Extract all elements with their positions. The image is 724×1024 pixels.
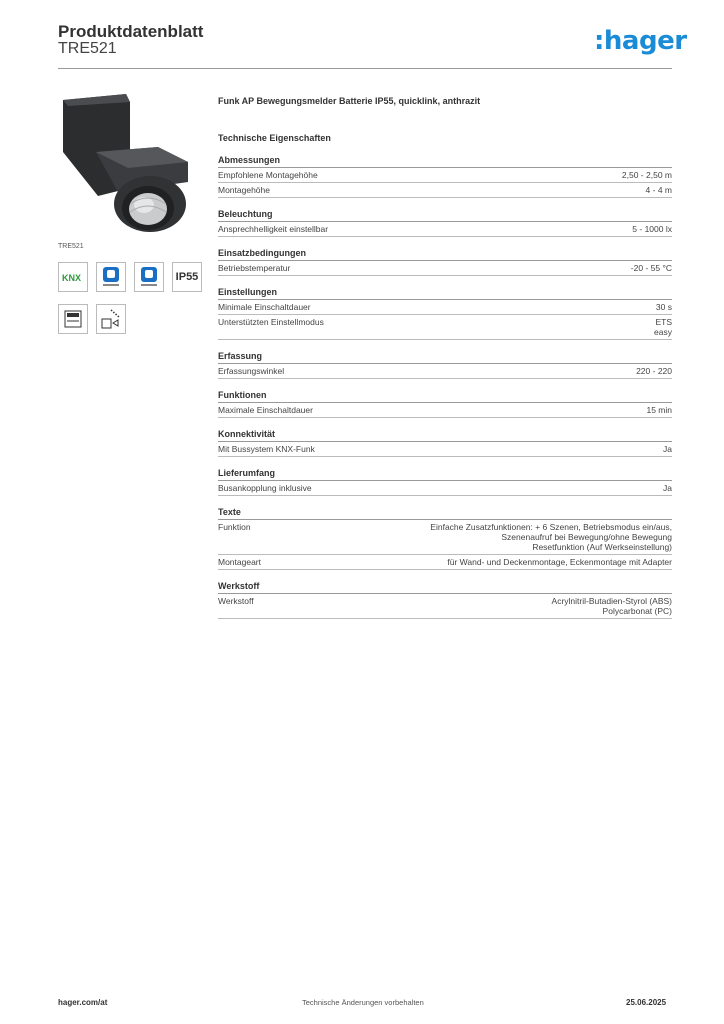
spec-section bbox=[218, 287, 672, 340]
hager-logo: :hager bbox=[594, 26, 687, 56]
spec-value-line: easy bbox=[654, 327, 672, 337]
spec-row bbox=[218, 520, 672, 555]
spec-value-line: Ja bbox=[663, 444, 672, 454]
section-title: Funktionen bbox=[218, 390, 672, 403]
quicklink-icon bbox=[134, 262, 164, 292]
spec-value-line: 2,50 - 2,50 m bbox=[621, 170, 672, 180]
spec-row bbox=[218, 442, 672, 457]
spec-row bbox=[218, 300, 672, 315]
section-title: Beleuchtung bbox=[218, 209, 672, 222]
spec-value bbox=[636, 366, 672, 376]
spec-row bbox=[218, 403, 672, 418]
quicklink-icon bbox=[96, 262, 126, 292]
spec-value-line: -20 - 55 °C bbox=[630, 263, 672, 273]
spec-label: Werkstoff bbox=[218, 596, 254, 606]
spec-value-line: Einfache Zusatzfunktionen: + 6 Szenen, Betriebsmodus ein/aus, bbox=[430, 522, 672, 532]
spec-label: Funktion bbox=[218, 522, 251, 532]
section-title: Konnektivität bbox=[218, 429, 672, 442]
spec-label: Mit Bussystem KNX-Funk bbox=[218, 444, 315, 454]
spec-row bbox=[218, 315, 672, 340]
spec-label: Montageart bbox=[218, 557, 261, 567]
spec-value-line: Szenenaufruf bei Bewegung/ohne Bewegung bbox=[501, 532, 672, 542]
spec-value-line: 15 min bbox=[646, 405, 672, 415]
section-title: Lieferumfang bbox=[218, 468, 672, 481]
product-code: TRE521 bbox=[58, 40, 117, 57]
footer-date: 25.06.2025 bbox=[626, 998, 667, 1007]
spec-value bbox=[663, 483, 672, 493]
spec-section bbox=[218, 155, 672, 198]
footer-website[interactable]: hager.com/at bbox=[58, 998, 108, 1007]
spec-row bbox=[218, 364, 672, 379]
page-title: Produktdatenblatt bbox=[58, 22, 204, 41]
spec-section bbox=[218, 209, 672, 237]
section-title: Erfassung bbox=[218, 351, 672, 364]
spec-value-line: Acrylnitril-Butadien-Styrol (ABS) bbox=[551, 596, 672, 606]
spec-value bbox=[631, 263, 672, 273]
spec-value-line: ETS bbox=[655, 317, 672, 327]
spec-label: Busankopplung inklusive bbox=[218, 483, 312, 493]
spec-section bbox=[218, 390, 672, 418]
spec-value-line: 4 - 4 m bbox=[645, 185, 672, 195]
spec-section bbox=[218, 351, 672, 379]
spec-value-line: 30 s bbox=[655, 302, 672, 312]
spec-value bbox=[552, 596, 672, 616]
spec-value-line: 5 - 1000 lx bbox=[632, 224, 672, 234]
spec-section bbox=[218, 581, 672, 619]
section-title: Einsatzbedingungen bbox=[218, 248, 672, 261]
spec-label: Unterstützten Einstellmodus bbox=[218, 317, 324, 327]
spec-value bbox=[430, 522, 672, 552]
product-photo bbox=[58, 92, 202, 236]
spec-label: Ansprechhelligkeit einstellbar bbox=[218, 224, 329, 234]
section-title: Einstellungen bbox=[218, 287, 672, 300]
spec-value-line: Polycarbonat (PC) bbox=[602, 606, 672, 616]
header-divider bbox=[58, 68, 672, 69]
spec-value-line: Ja bbox=[663, 483, 672, 493]
spec-value bbox=[656, 302, 672, 312]
spec-label: Minimale Einschaltdauer bbox=[218, 302, 311, 312]
ip-rating-label: IP55 bbox=[175, 271, 199, 283]
spec-value bbox=[646, 185, 672, 195]
spec-value bbox=[632, 224, 672, 234]
battery-setting-icon bbox=[96, 304, 126, 334]
spec-section bbox=[218, 468, 672, 496]
spec-sections bbox=[218, 155, 672, 619]
spec-value bbox=[654, 317, 672, 337]
range-icon bbox=[58, 304, 88, 334]
spec-content bbox=[218, 96, 672, 619]
section-title: Abmessungen bbox=[218, 155, 672, 168]
spec-value-line: 220 - 220 bbox=[636, 366, 672, 376]
spec-row bbox=[218, 555, 672, 570]
section-title: Texte bbox=[218, 507, 672, 520]
spec-section bbox=[218, 429, 672, 457]
spec-value-line: Resetfunktion (Auf Werkseinstellung) bbox=[532, 542, 672, 552]
spec-value bbox=[646, 405, 672, 415]
spec-label: Erfassungswinkel bbox=[218, 366, 285, 376]
photo-caption: TRE521 bbox=[58, 243, 84, 250]
spec-row bbox=[218, 261, 672, 276]
spec-label: Empfohlene Montagehöhe bbox=[218, 170, 318, 180]
spec-label: Maximale Einschaltdauer bbox=[218, 405, 313, 415]
ip55-icon bbox=[172, 262, 202, 292]
section-title: Werkstoff bbox=[218, 581, 672, 594]
svg-text:KNX: KNX bbox=[62, 273, 82, 283]
spec-row bbox=[218, 168, 672, 183]
spec-row bbox=[218, 183, 672, 198]
spec-value bbox=[447, 557, 672, 567]
spec-row bbox=[218, 594, 672, 619]
spec-section bbox=[218, 248, 672, 276]
spec-value-line: für Wand- und Deckenmontage, Eckenmontage mit Adapter bbox=[447, 557, 672, 567]
spec-row bbox=[218, 481, 672, 496]
spec-row bbox=[218, 222, 672, 237]
spec-label: Betriebstemperatur bbox=[218, 263, 291, 273]
footer-note: Technische Änderungen vorbehalten bbox=[302, 998, 424, 1007]
spec-value bbox=[622, 170, 672, 180]
spec-label: Montagehöhe bbox=[218, 185, 270, 195]
product-name: Funk AP Bewegungsmelder Batterie IP55, quicklink, anthrazit bbox=[218, 96, 481, 106]
properties-title: Technische Eigenschaften bbox=[218, 133, 331, 143]
knx-icon bbox=[58, 262, 88, 292]
spec-value bbox=[663, 444, 672, 454]
spec-section bbox=[218, 507, 672, 570]
